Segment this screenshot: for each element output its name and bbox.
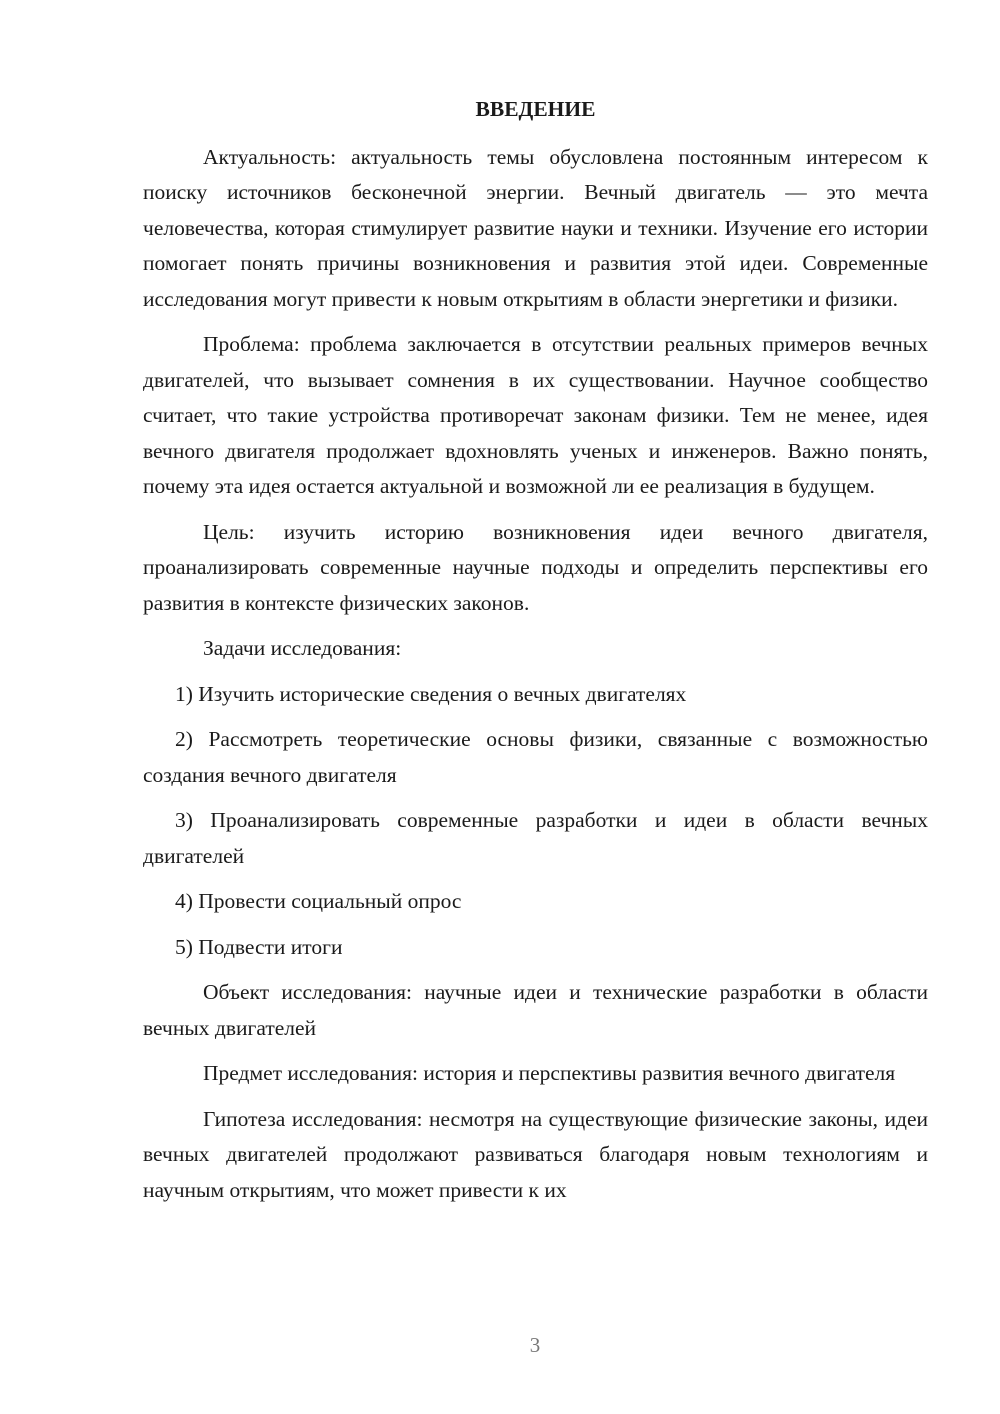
- task-item-3: 3) Проанализировать современные разработки и идеи в области вечных двигателей: [143, 808, 928, 868]
- page-number: 3: [529, 1333, 541, 1357]
- task-item-5: 5) Подвести итоги: [175, 934, 343, 959]
- paragraph-object: Объект исследования: научные идеи и технические разработки в области вечных двигателей: [143, 980, 928, 1040]
- task-item-2: 2) Рассмотреть теоретические основы физики, связанные с возможностью создания вечного двигателя: [143, 727, 928, 787]
- paragraph-hypothesis: Гипотеза исследования: несмотря на существующие физические законы, идеи вечных двигателей продолжают развиваться благодаря новым технологиям и научным открытиям, что может привести к их: [143, 1106, 928, 1202]
- task-item-4: 4) Провести социальный опрос: [175, 889, 462, 913]
- paragraph-subject: Предмет исследования: история и перспективы развития вечного двигателя: [203, 1061, 896, 1085]
- page-title: ВВЕДЕНИЕ: [475, 97, 596, 121]
- paragraph-tasks-heading: Задачи исследования:: [203, 636, 402, 660]
- paragraph-problem: Проблема: проблема заключается в отсутствии реальных примеров вечных двигателей, что вызывает сомнения в их существовании. Научное сообщество считает, что такие устройства противоречат законам физики. Тем не менее, идея вечного двигателя продолжает вдохновлять ученых и инженеров. Важно понять, почему эта идея остается актуальной и возможной ли ее реализация в будущем.: [143, 332, 928, 498]
- paragraph-goal: Цель: изучить историю возникновения идеи вечного двигателя, проанализировать современные научные подходы и определить перспективы его развития в контексте физических законов.: [143, 519, 928, 615]
- paragraph-relevance: Актуальность: актуальность темы обусловлена постоянным интересом к поиску источников бесконечной энергии. Вечный двигатель — это мечта человечества, которая стимулирует развитие науки и техники. Изучение его истории помогает понять причины возникновения и развития этой идеи. Современные исследования могут привести к новым открытиям в области энергетики и физики.: [143, 144, 928, 311]
- task-item-1: 1) Изучить исторические сведения о вечных двигателях: [175, 681, 687, 706]
- document-page: [143, 92, 928, 1218]
